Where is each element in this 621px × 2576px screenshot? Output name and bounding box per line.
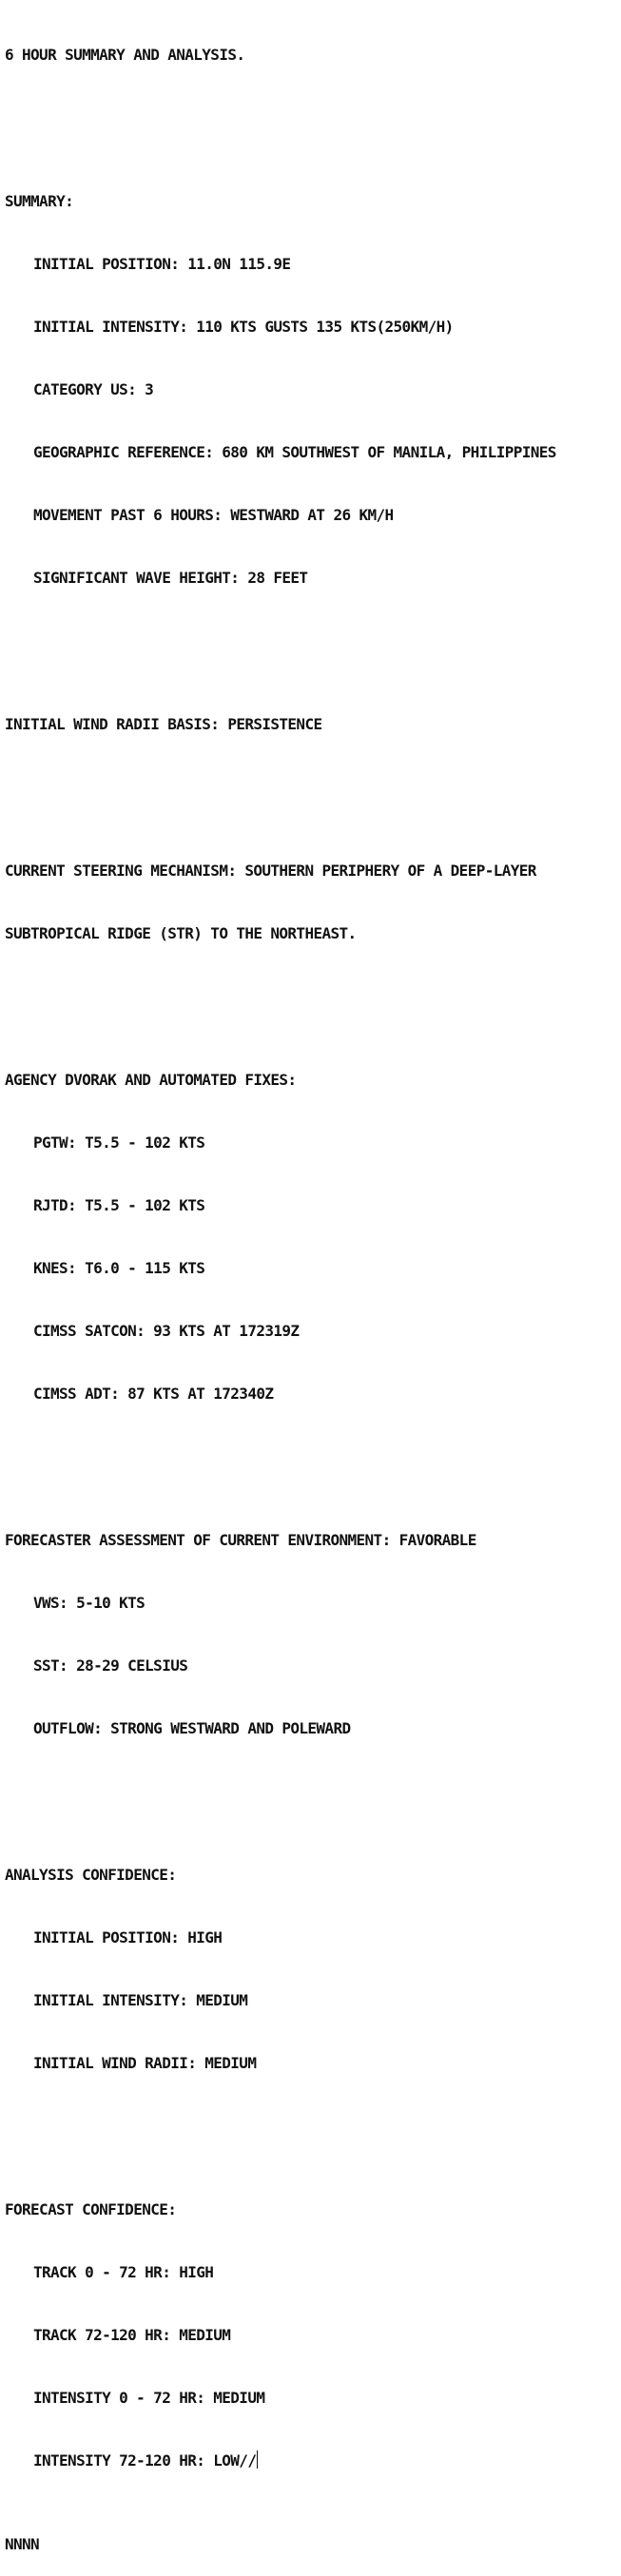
wind-radii-basis: INITIAL WIND RADII BASIS: PERSISTENCE <box>5 715 322 733</box>
blank-line <box>5 1781 556 1802</box>
blank-line <box>5 986 556 1007</box>
blank-line <box>5 777 556 798</box>
analysis-confidence-intensity: INITIAL INTENSITY: MEDIUM <box>33 1991 248 2009</box>
forecast-confidence-intensity-72-120: INTENSITY 72-120 HR: LOW// <box>33 2451 257 2469</box>
bulletin-text[interactable] <box>5 3 556 2576</box>
fix-cimss-satcon: CIMSS SATCON: 93 KTS AT 172319Z <box>33 1322 300 1340</box>
summary-initial-position: INITIAL POSITION: 11.0N 115.9E <box>33 255 291 273</box>
summary-movement: MOVEMENT PAST 6 HOURS: WESTWARD AT 26 KM/H <box>33 506 394 524</box>
analysis-confidence-position: INITIAL POSITION: HIGH <box>33 1928 223 1947</box>
text-cursor <box>257 2450 258 2469</box>
environment-heading: FORECASTER ASSESSMENT OF CURRENT ENVIRONMENT: FAVORABLE <box>5 1531 476 1549</box>
fixes-heading: AGENCY DVORAK AND AUTOMATED FIXES: <box>5 1071 297 1089</box>
summary-geographic-reference: GEOGRAPHIC REFERENCE: 680 KM SOUTHWEST OF MANILA, PHILIPPINES <box>33 443 556 461</box>
steering-line-1: CURRENT STEERING MECHANISM: SOUTHERN PERIPHERY OF A DEEP-LAYER <box>5 862 536 880</box>
forecast-confidence-intensity-0-72: INTENSITY 0 - 72 HR: MEDIUM <box>33 2389 265 2407</box>
forecast-confidence-track-72-120: TRACK 72-120 HR: MEDIUM <box>33 2326 231 2344</box>
page-title: 6 HOUR SUMMARY AND ANALYSIS. <box>5 46 245 64</box>
blank-line <box>5 107 556 128</box>
analysis-confidence-wind-radii: INITIAL WIND RADII: MEDIUM <box>33 2054 257 2072</box>
analysis-confidence-heading: ANALYSIS CONFIDENCE: <box>5 1866 177 1884</box>
fix-rjtd: RJTD: T5.5 - 102 KTS <box>33 1196 205 1214</box>
summary-heading: SUMMARY: <box>5 192 74 210</box>
fix-pgtw: PGTW: T5.5 - 102 KTS <box>33 1133 205 1152</box>
environment-outflow: OUTFLOW: STRONG WESTWARD AND POLEWARD <box>33 1719 351 1737</box>
fix-knes: KNES: T6.0 - 115 KTS <box>33 1259 205 1277</box>
blank-line <box>5 1446 556 1467</box>
forecast-confidence-intensity-72-120-line <box>5 2450 556 2471</box>
forecast-confidence-track-0-72: TRACK 0 - 72 HR: HIGH <box>33 2263 214 2281</box>
blank-line <box>5 2116 556 2137</box>
blank-line <box>5 630 556 651</box>
summary-initial-intensity: INITIAL INTENSITY: 110 KTS GUSTS 135 KTS(250KM/H) <box>33 318 454 336</box>
summary-category: CATEGORY US: 3 <box>33 380 154 398</box>
environment-vws: VWS: 5-10 KTS <box>33 1594 146 1612</box>
steering-line-2: SUBTROPICAL RIDGE (STR) TO THE NORTHEAST. <box>5 924 357 942</box>
summary-wave-height: SIGNIFICANT WAVE HEIGHT: 28 FEET <box>33 569 308 587</box>
environment-sst: SST: 28-29 CELSIUS <box>33 1656 188 1675</box>
forecast-confidence-heading: FORECAST CONFIDENCE: <box>5 2200 177 2218</box>
fix-cimss-adt: CIMSS ADT: 87 KTS AT 172340Z <box>33 1385 274 1403</box>
end-marker: NNNN <box>5 2535 40 2553</box>
